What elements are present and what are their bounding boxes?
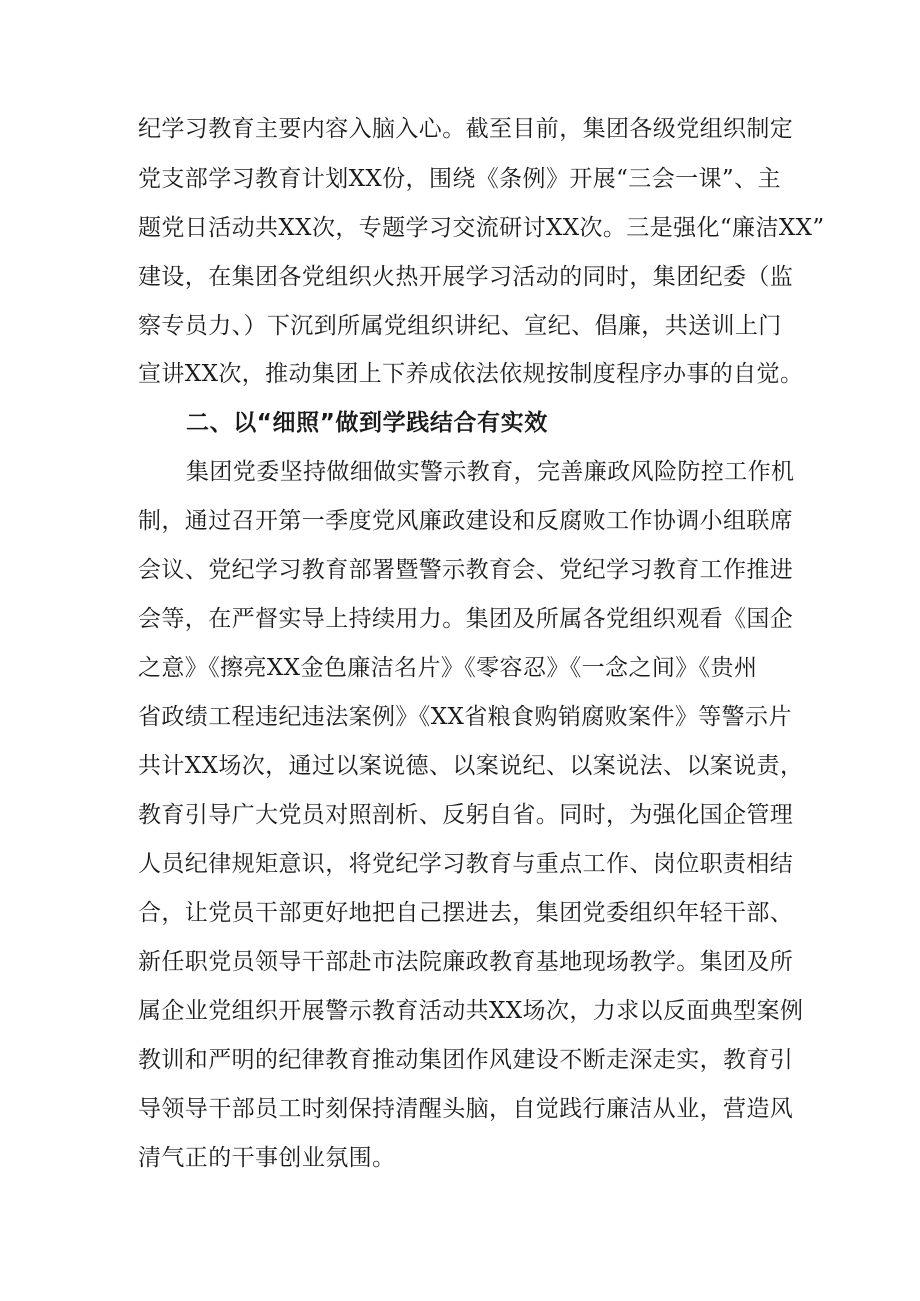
paragraph-2-line-12: 属企业党组织开展警示教育活动共XX场次，力求以反面典型案例 <box>138 998 804 1024</box>
paragraph-2-line-14: 导领导干部员工时刻保持清醒头脑，自觉践行廉洁从业，营造风 <box>138 1096 794 1122</box>
paragraph-2-line-10: 合，让党员干部更好地把自己摆进去，集团党委组织年轻干部、 <box>138 900 794 926</box>
paragraph-2-line-3: 会议、党纪学习教育部署暨警示教育会、党纪学习教育工作推进 <box>138 557 794 583</box>
paragraph-2-line-7: 共计XX场次，通过以案说德、以案说纪、以案说法、以案说责， <box>138 753 804 779</box>
paragraph-2-line-15: 清气正的干事创业氛围。 <box>138 1145 396 1171</box>
paragraph-2-line-8: 教育引导广大党员对照剖析、反躬自省。同时，为强化国企管理 <box>138 802 794 828</box>
paragraph-2-line-2: 制，通过召开第一季度党风廉政建设和反腐败工作协调小组联席 <box>138 508 794 534</box>
paragraph-1-line-2: 党支部学习教育计划XX份，围绕《条例》开展“三会一课”、主 <box>138 166 781 192</box>
paragraph-2-line-1: 集团党委坚持做细做实警示教育，完善廉政风险防控工作机 <box>186 459 795 485</box>
paragraph-1-line-3: 题党日活动共XX次，专题学习交流研讨XX次。三是强化“廉洁XX” <box>138 215 825 241</box>
paragraph-1-line-5: 察专员力、）下沉到所属党组织讲纪、宣纪、倡廉，共送训上门 <box>138 313 782 339</box>
paragraph-2-line-4: 会等，在严督实导上持续用力。集团及所属各党组织观看《国企 <box>138 606 794 632</box>
paragraph-1-line-6: 宣讲XX次，推动集团上下养成依法依规按制度程序办事的自觉。 <box>138 361 804 387</box>
section-heading: 二、以“细照”做到学践结合有实效 <box>186 410 548 436</box>
paragraph-1-line-1: 纪学习教育主要内容入脑入心。截至目前，集团各级党组织制定 <box>138 116 794 142</box>
paragraph-2-line-13: 教训和严明的纪律教育推动集团作风建设不断走深走实，教育引 <box>138 1047 794 1073</box>
paragraph-1-line-4: 建设，在集团各党组织火热开展学习活动的同时，集团纪委（监 <box>138 264 794 290</box>
paragraph-2-line-5: 之意》《擦亮XX金色廉洁名片》《零容忍》《一念之间》《贵州 <box>138 655 758 681</box>
paragraph-2-line-11: 新任职党员领导干部赴市法院廉政教育基地现场教学。集团及所 <box>138 949 794 975</box>
paragraph-2-line-9: 人员纪律规矩意识，将党纪学习教育与重点工作、岗位职责相结 <box>138 851 794 877</box>
paragraph-2-line-6: 省政绩工程违纪违法案例》《XX省粮食购销腐败案件》等警示片 <box>138 704 792 730</box>
